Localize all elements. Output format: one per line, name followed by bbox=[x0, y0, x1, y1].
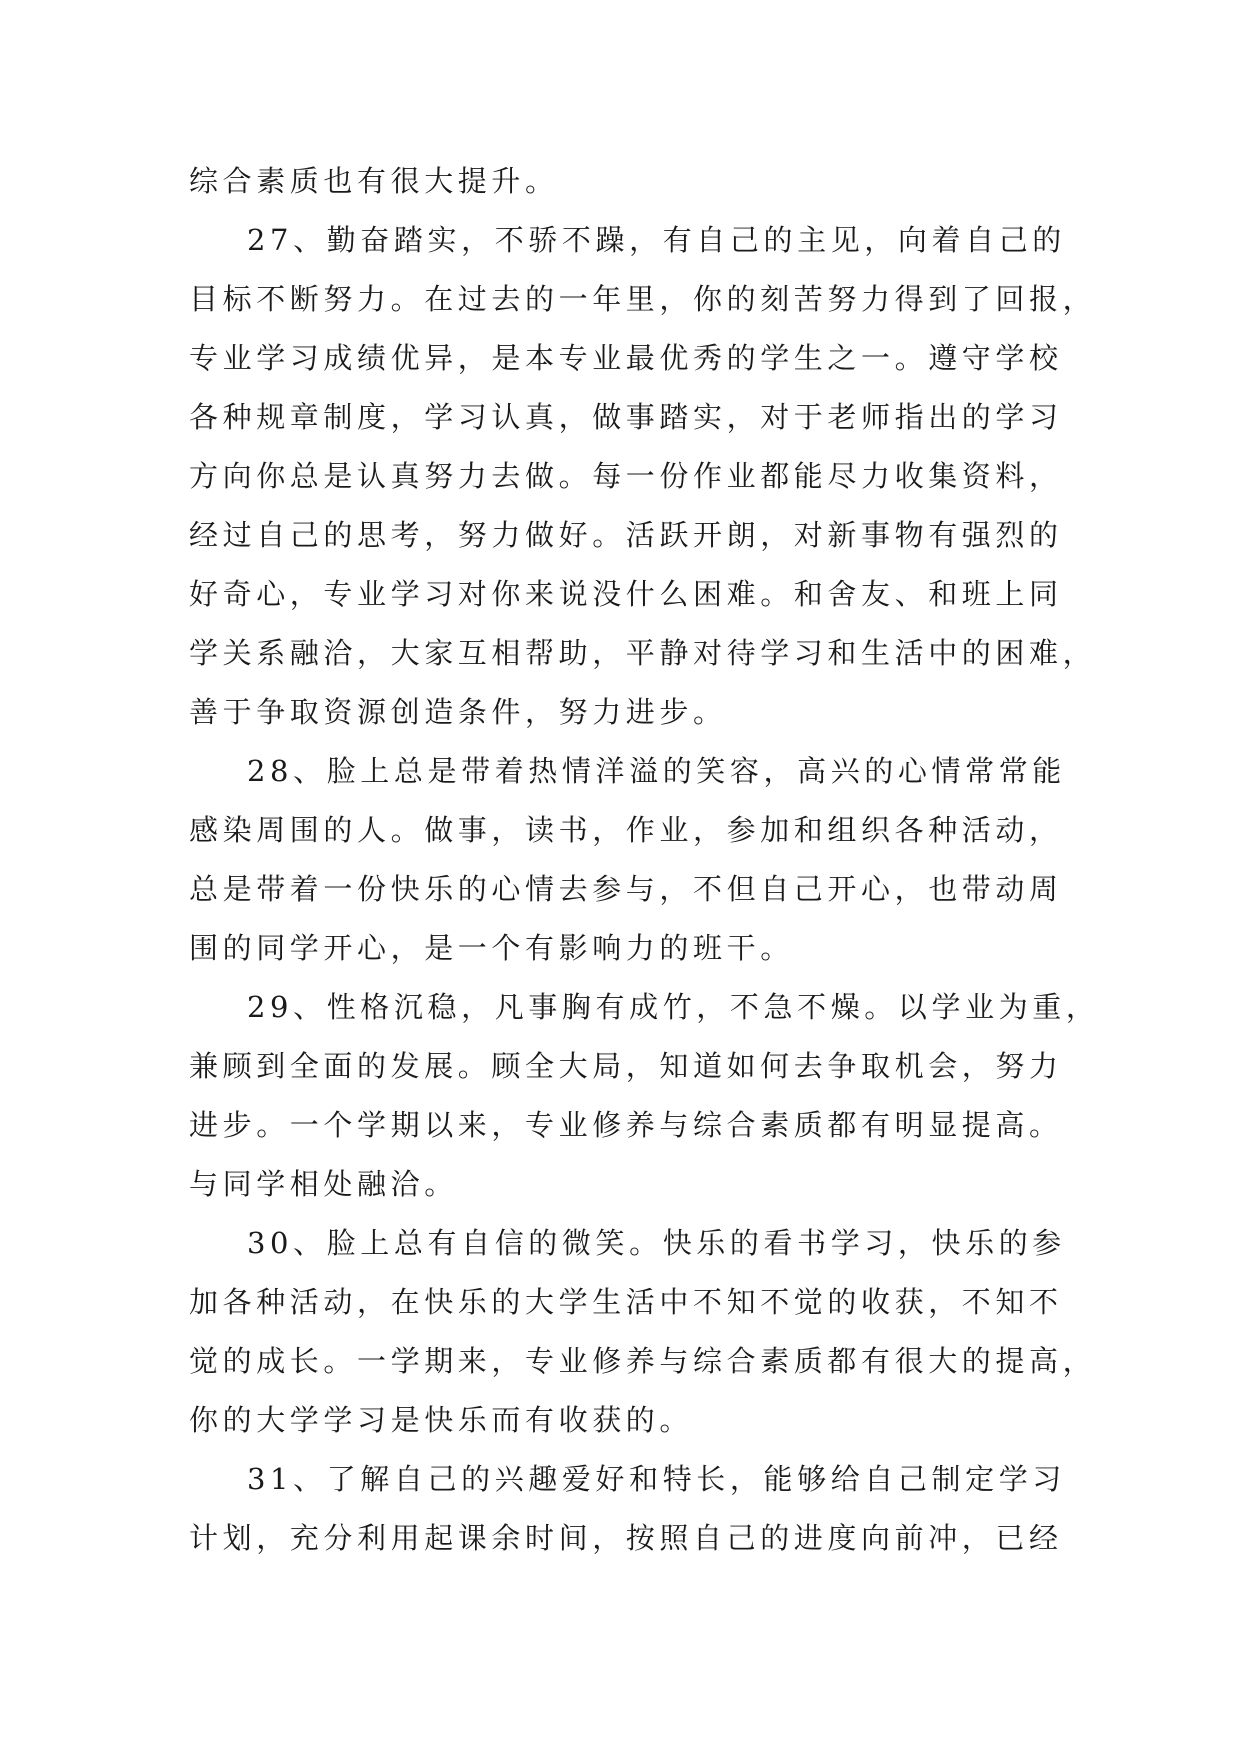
text-line: 加各种活动，在快乐的大学生活中不知不觉的收获，不知不 bbox=[189, 1285, 1063, 1319]
paragraph-28-start: 28、脸上总是带着热情洋溢的笑容，高兴的心情常常能 bbox=[247, 754, 1066, 788]
body-text bbox=[189, 152, 1100, 1568]
text-line: 与同学相处融洽。 bbox=[189, 1167, 458, 1201]
text-line: 好奇心，专业学习对你来说没什么困难。和舍友、和班上同 bbox=[189, 577, 1063, 611]
text-line: 觉的成长。一学期来，专业修养与综合素质都有很大的提高， bbox=[189, 1344, 1097, 1378]
paragraph-27-start: 27、勤奋踏实，不骄不躁，有自己的主见，向着自己的 bbox=[247, 223, 1066, 257]
text-line: 专业学习成绩优异，是本专业最优秀的学生之一。遵守学校 bbox=[189, 341, 1063, 375]
text-line: 围的同学开心，是一个有影响力的班干。 bbox=[189, 931, 794, 965]
text-line: 计划，充分利用起课余时间，按照自己的进度向前冲，已经 bbox=[189, 1521, 1063, 1555]
text-line: 感染周围的人。做事，读书，作业，参加和组织各种活动， bbox=[189, 813, 1063, 847]
text-line: 各种规章制度，学习认真，做事踏实，对于老师指出的学习 bbox=[189, 400, 1063, 434]
text-line: 综合素质也有很大提升。 bbox=[189, 164, 559, 198]
text-line: 学关系融洽，大家互相帮助，平静对待学习和生活中的困难， bbox=[189, 636, 1097, 670]
text-line: 方向你总是认真努力去做。每一份作业都能尽力收集资料， bbox=[189, 459, 1063, 493]
text-line: 经过自己的思考，努力做好。活跃开朗，对新事物有强烈的 bbox=[189, 518, 1063, 552]
text-line: 善于争取资源创造条件，努力进步。 bbox=[189, 695, 727, 729]
text-line: 总是带着一份快乐的心情去参与，不但自己开心，也带动周 bbox=[189, 872, 1063, 906]
paragraph-31-start: 31、了解自己的兴趣爱好和特长，能够给自己制定学习 bbox=[247, 1462, 1066, 1496]
text-line: 你的大学学习是快乐而有收获的。 bbox=[189, 1403, 694, 1437]
text-line: 兼顾到全面的发展。顾全大局，知道如何去争取机会，努力 bbox=[189, 1049, 1063, 1083]
paragraph-30-start: 30、脸上总有自信的微笑。快乐的看书学习，快乐的参 bbox=[247, 1226, 1066, 1260]
text-line: 目标不断努力。在过去的一年里，你的刻苦努力得到了回报， bbox=[189, 282, 1097, 316]
text-line: 进步。一个学期以来，专业修养与综合素质都有明显提高。 bbox=[189, 1108, 1063, 1142]
paragraph-29-start: 29、性格沉稳，凡事胸有成竹，不急不燥。以学业为重， bbox=[247, 990, 1100, 1024]
